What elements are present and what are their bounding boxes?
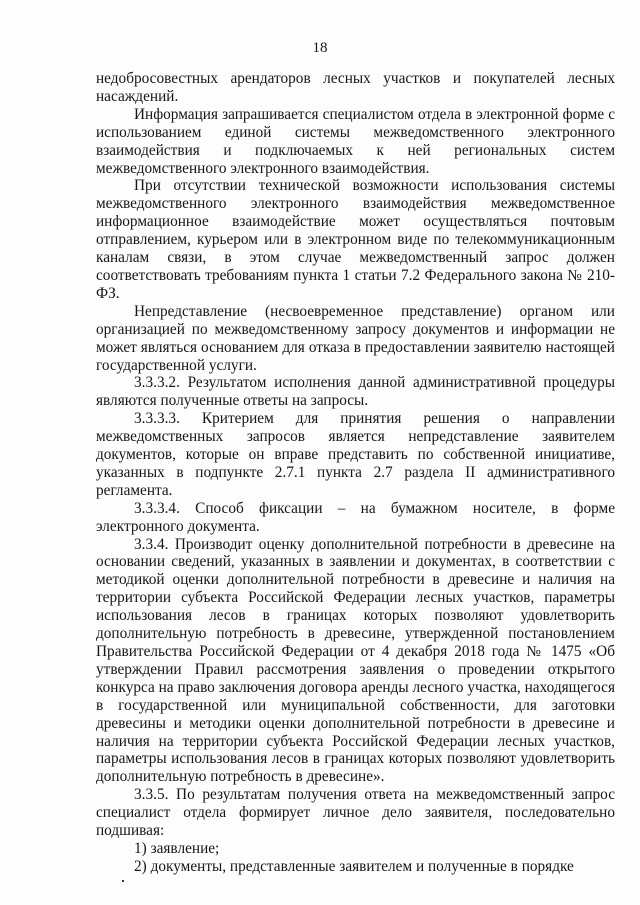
paragraph-non-submission: Непредставление (несвоевременное представление) органом или организацией по межведомственному запросу документов и информации не может являться основанием для отказа в предоставлении заявителю настоящей государственной услуги.: [96, 302, 615, 374]
list-item-2: 2) документы, представленные заявителем и полученные в порядке: [134, 857, 574, 875]
list-item-1: 1) заявление;: [134, 839, 220, 857]
paragraph-information-request: Информация запрашивается специалистом отдела в электронной форме с использованием единой системы межведомственного электронного взаимодействия и подключаемых к ней региональных систем межведомственного электронного взаимодействия.: [96, 105, 615, 177]
paragraph-3-3-4: 3.3.4. Производит оценку дополнительной потребности в древесине на основании сведений, указанных в заявлении и документах, в соответствии с методикой оценки дополнительной потребности в древесине и наличия на территории субъекта Российской Федерации лесных участков, параметры использования лесов в границах которых позволяют удовлетворить дополнительную потребность в древесине, утвержденной постановлением Правительства Российской Федерации от 4 декабря 2018 года № 1475 «Об утверждении Правил рассмотрения заявления о проведении открытого конкурса на право заключения договора аренды лесного участка, находящегося в государственной или муниципальной собственности, для заготовки древесины и методики оценки дополнительной потребности в древесине и наличия на территории субъекта Российской Федерации лесных участков, параметры использования лесов в границах которых позволяют удовлетворить дополнительную потребность в древесине».: [96, 535, 615, 786]
paragraph-3-3-3-4: 3.3.3.4. Способ фиксации – на бумажном носителе, в форме электронного документа.: [96, 499, 615, 535]
paragraph-3-3-3-3: 3.3.3.3. Критерием для принятия решения о направлении межведомственных запросов является непредставление заявителем документов, которые он вправе представить по собственной инициативе, указанных в подпункте 2.7.1 пункта 2.7 раздела II административного регламента.: [96, 410, 615, 499]
paragraph-no-technical-capability: При отсутствии технической возможности использования системы межведомственного электронного взаимодействия межведомственное информационное взаимодействие может осуществляться почтовым отправлением, курьером или в электронном виде по телекоммуникационным каналам связи, в этом случае межведомственный запрос должен соответствовать требованиям пункта 1 статьи 7.2 Федерального закона № 210-ФЗ.: [96, 177, 615, 302]
paragraph-continuation: недобросовестных арендаторов лесных участков и покупателей лесных насаждений.: [96, 70, 615, 105]
paragraph-3-3-5: 3.3.5. По результатам получения ответа на межведомственный запрос специалист отдела формирует личное дело заявителя, последовательно подшивая:: [96, 786, 615, 840]
document-body: [96, 70, 615, 876]
scan-artifact: [122, 880, 124, 882]
paragraph-3-3-3-2: 3.3.3.2. Результатом исполнения данной административной процедуры являются полученные ответы на запросы.: [96, 374, 615, 410]
page-number: 18: [312, 40, 328, 56]
